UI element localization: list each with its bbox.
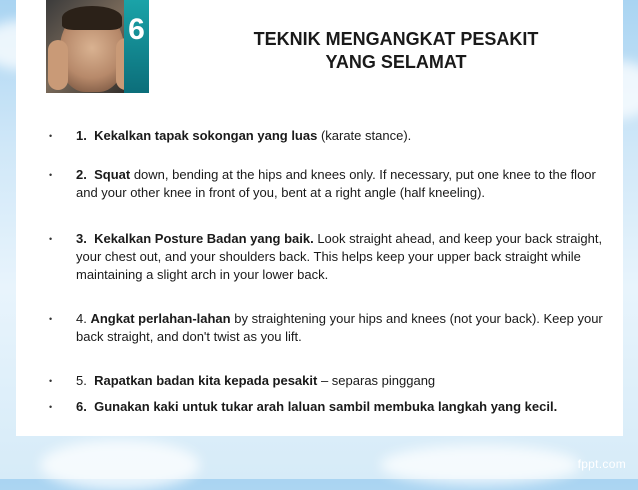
list-item bbox=[76, 127, 616, 145]
bullet-dot: • bbox=[49, 234, 53, 244]
item-number: 5. bbox=[76, 373, 87, 388]
item-number: 4. bbox=[76, 311, 87, 326]
item-bold-text: Kekalkan tapak sokongan yang luas bbox=[94, 128, 318, 143]
item-number: 2. bbox=[76, 167, 87, 182]
bullet-dot: • bbox=[49, 131, 53, 141]
bullet-dot: • bbox=[49, 402, 53, 412]
item-bold-text: Gunakan kaki untuk tukar arah laluan sambil membuka langkah yang kecil. bbox=[94, 399, 558, 414]
item-text: Look straight ahead, and keep your back straight, your chest out, and your shoulders back. This helps keep your upper back straight while maintaining a slight arch in your lower back. bbox=[76, 231, 603, 282]
item-bold-text: Squat bbox=[94, 167, 131, 182]
list-item bbox=[76, 398, 616, 416]
item-text: by straightening your hips and knees (not your back). Keep your back straight, and don't twist as you lift. bbox=[76, 311, 603, 344]
list-item bbox=[76, 310, 616, 346]
list-item bbox=[76, 372, 616, 390]
item-number: 3. bbox=[76, 231, 87, 246]
bullet-dot: • bbox=[49, 314, 53, 324]
item-number: 6. bbox=[76, 399, 87, 414]
bullet-dot: • bbox=[49, 170, 53, 180]
fppt-watermark: fppt.com bbox=[577, 457, 626, 471]
item-bold-text: Angkat perlahan-lahan bbox=[90, 311, 231, 326]
bullet-dot: • bbox=[49, 376, 53, 386]
item-bold-text: Kekalkan Posture Badan yang baik. bbox=[94, 231, 314, 246]
cloud-decoration bbox=[40, 440, 200, 490]
list-item bbox=[76, 166, 616, 202]
slide-canvas bbox=[16, 0, 623, 436]
slide-title-line1: TEKNIK MENGANGKAT PESAKIT bbox=[253, 29, 539, 49]
slide-title-line2: YANG SELAMAT bbox=[325, 52, 467, 72]
item-text: (karate stance). bbox=[317, 128, 412, 143]
photo-badge: 6 bbox=[124, 0, 149, 93]
list-item bbox=[76, 230, 616, 284]
item-text: down, bending at the hips and knees only. If necessary, put one knee to the floor and your other knee in front of you, bent at a right angle (half kneeling). bbox=[76, 167, 596, 200]
item-text: – separas pinggang bbox=[317, 373, 436, 388]
item-number: 1. bbox=[76, 128, 87, 143]
item-bold-text: Rapatkan badan kita kepada pesakit bbox=[94, 373, 318, 388]
slide-title bbox=[206, 28, 586, 74]
header-photo bbox=[46, 0, 149, 93]
cloud-decoration bbox=[380, 445, 580, 485]
